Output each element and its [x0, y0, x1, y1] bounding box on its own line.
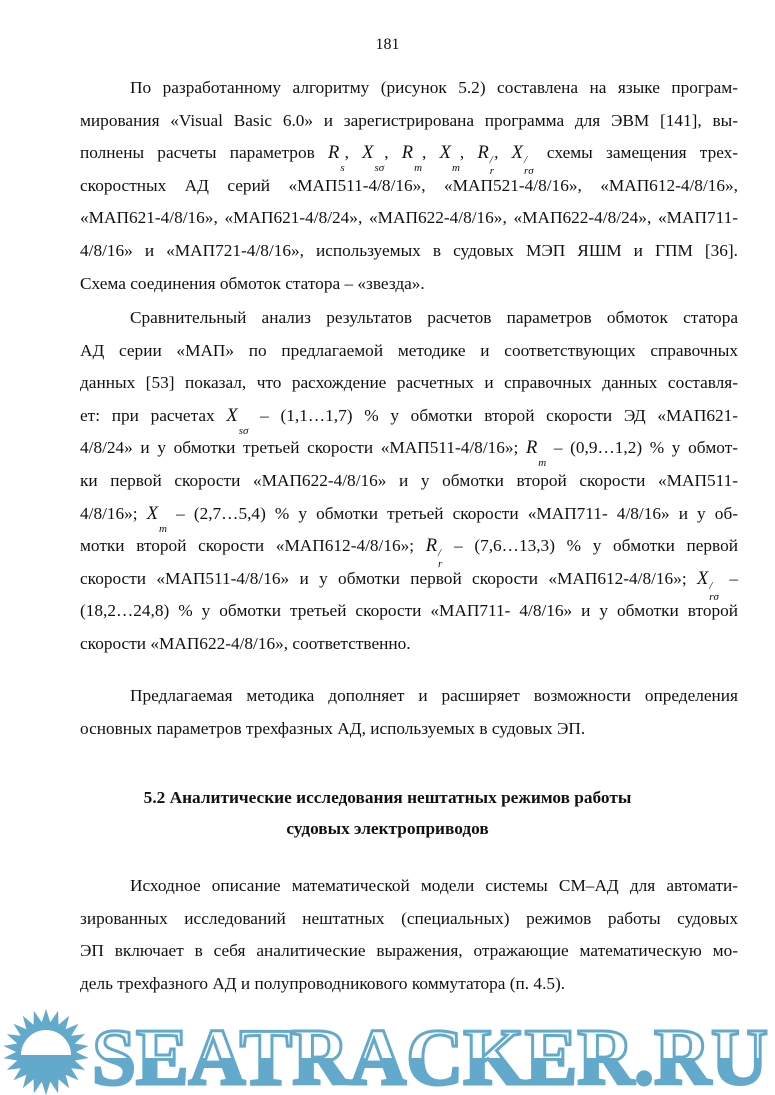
text-run: данных [53] показал, что расхождение расчетных и справочных данных составля-: [80, 373, 738, 393]
text-run: ,: [344, 143, 363, 163]
math-prime-slot: [159, 513, 167, 524]
math-variable: R: [477, 143, 489, 164]
text-run: – (1,1…1,7) % у обмотки второй скорости ЭД «МАП621-: [248, 405, 738, 425]
math-variable: X: [362, 143, 374, 164]
math-subscript: m: [538, 457, 547, 470]
text-line: [80, 903, 738, 936]
math-symbol: [511, 143, 534, 178]
text-line: [80, 530, 738, 571]
text-run: 4/8/16» и «МАП721-4/8/16», используемых в судовых МЭП ЯШМ и ГПМ [36].: [80, 240, 738, 260]
math-symbol: [439, 143, 460, 175]
text-run: ет: при расчетах: [80, 405, 227, 425]
math-symbol: [146, 503, 167, 535]
text-run: ,: [494, 143, 512, 163]
math-variable: R: [525, 438, 538, 459]
math-symbol: [696, 568, 719, 603]
math-variable: R: [328, 143, 340, 164]
math-symbol: [425, 536, 443, 571]
text-run: скорости «МАП622-4/8/16», соответственно.: [80, 633, 411, 653]
math-prime: /: [709, 579, 713, 592]
text-run: схемы замещения трех-: [533, 143, 739, 163]
math-variable: X: [511, 143, 523, 164]
math-subscript: s: [340, 162, 345, 175]
math-subscript: sσ: [238, 424, 249, 437]
math-symbol: [477, 143, 495, 178]
text-run: Сравнительный анализ результатов расчетов параметров обмоток статора: [130, 308, 738, 327]
text-run: ,: [384, 143, 402, 163]
text-line: [80, 137, 739, 178]
text-line: [80, 465, 738, 498]
text-run: Схема соединения обмоток статора – «звезда».: [80, 273, 425, 293]
math-symbol: [328, 143, 345, 175]
text-line: [80, 628, 738, 661]
text-run: АД серии «МАП» по предлагаемой методике и соответствующих справочных: [80, 340, 738, 360]
paragraph-algorithm: [80, 72, 738, 300]
section-heading-line1: 5.2 Аналитические исследования нештатных режимов работы: [143, 788, 632, 807]
text-line: [80, 170, 738, 203]
math-subscript: rσ: [709, 590, 719, 603]
text-run: ЭП включает в себя аналитические выражения, отражающие математическую мо-: [80, 941, 738, 961]
paragraph-comparison: [80, 302, 738, 661]
text-run: «МАП621-4/8/16», «МАП621-4/8/24», «МАП622-4/8/16», «МАП622-4/8/24», «МАП711-: [80, 208, 738, 228]
text-line: [80, 400, 738, 437]
text-run: полнены расчеты параметров: [80, 143, 328, 163]
math-subscript: r: [438, 558, 443, 571]
text-line: [80, 72, 738, 105]
page-number: 181: [375, 36, 400, 53]
text-run: зированных исследований нештатных (специальных) режимов работы судовых: [80, 908, 738, 928]
math-variable: X: [696, 568, 709, 589]
paragraph-method: [80, 680, 738, 745]
math-variable: X: [146, 503, 159, 524]
text-run: Предлагаемая методика дополняет и расширяет возможности определения: [130, 686, 738, 705]
text-line: [80, 498, 738, 535]
text-run: Исходное описание математической модели системы СМ–АД для автомати-: [130, 876, 738, 895]
text-run: 4/8/24» и у обмотки третьей скорости «МАП511-4/8/16»;: [80, 438, 526, 458]
text-line: [80, 680, 738, 713]
text-line: [80, 935, 738, 968]
seatracker-watermark: [0, 1006, 775, 1095]
section-heading: [0, 782, 775, 844]
watermark-text: SEATRACKER.RU: [92, 1014, 768, 1095]
sun-logo-icon: [3, 1009, 88, 1095]
math-prime: /: [438, 547, 442, 560]
section-heading-line2: судовых электроприводов: [286, 819, 489, 838]
text-line: [80, 302, 738, 335]
text-run: мирования «Visual Basic 6.0» и зарегистрирована программа для ЭВМ [141], вы-: [80, 110, 738, 130]
text-run: – (2,7…5,4) % у обмотки третьей скорости «МАП711- 4/8/16» и у об-: [166, 503, 738, 523]
text-line: [80, 105, 738, 138]
text-run: дель трехфазного АД и полупроводникового коммутатора (п. 4.5).: [80, 973, 566, 993]
math-subscript: r: [489, 165, 495, 178]
text-line: [80, 563, 738, 603]
text-line: [80, 268, 738, 301]
math-symbol: [362, 143, 385, 175]
math-subscript: m: [414, 162, 423, 175]
math-subscript: m: [159, 522, 167, 535]
text-run: – (0,9…1,2) % у обмот-: [546, 438, 738, 458]
math-subscript: sσ: [374, 162, 385, 175]
text-line: [80, 367, 738, 400]
text-run: –: [719, 568, 738, 588]
text-run: скорости «МАП511-4/8/16» и у обмотки первой скорости «МАП612-4/8/16»;: [80, 568, 697, 588]
math-subscript: m: [451, 162, 460, 175]
text-line: [80, 335, 738, 368]
text-line: [80, 968, 738, 1001]
math-symbol: [401, 143, 423, 175]
text-run: – (7,6…13,3) % у обмотки первой: [442, 536, 738, 556]
math-symbol: [525, 438, 547, 470]
text-run: ,: [459, 143, 478, 163]
text-line: [80, 235, 738, 268]
text-line: [80, 870, 738, 903]
text-run: мотки второй скорости «МАП612-4/8/16»;: [80, 536, 426, 556]
text-line: [80, 432, 738, 470]
math-variable: X: [439, 143, 451, 164]
math-prime: /: [523, 154, 528, 167]
math-variable: X: [226, 405, 238, 426]
text-run: ,: [422, 143, 440, 163]
paragraph-model: [80, 870, 738, 1000]
text-run: (18,2…24,8) % у обмотки третьей скорости «МАП711- 4/8/16» и у обмотки второй: [80, 601, 738, 621]
text-run: скоростных АД серий «МАП511-4/8/16», «МАП521-4/8/16», «МАП612-4/8/16»,: [80, 175, 738, 195]
math-symbol: [226, 405, 249, 437]
math-variable: R: [425, 536, 438, 557]
text-run: 4/8/16»;: [80, 503, 147, 523]
math-subscript: rσ: [523, 165, 534, 178]
math-prime: /: [489, 154, 493, 167]
text-line: [80, 713, 738, 746]
math-variable: R: [401, 143, 414, 164]
text-line: [80, 595, 738, 628]
text-run: ки первой скорости «МАП622-4/8/16» и у обмотки второй скорости «МАП511-: [80, 470, 738, 490]
text-run: По разработанному алгоритму (рисунок 5.2) составлена на языке програм-: [130, 78, 738, 97]
text-line: [80, 202, 738, 235]
text-run: основных параметров трехфазных АД, используемых в судовых ЭП.: [80, 718, 586, 738]
